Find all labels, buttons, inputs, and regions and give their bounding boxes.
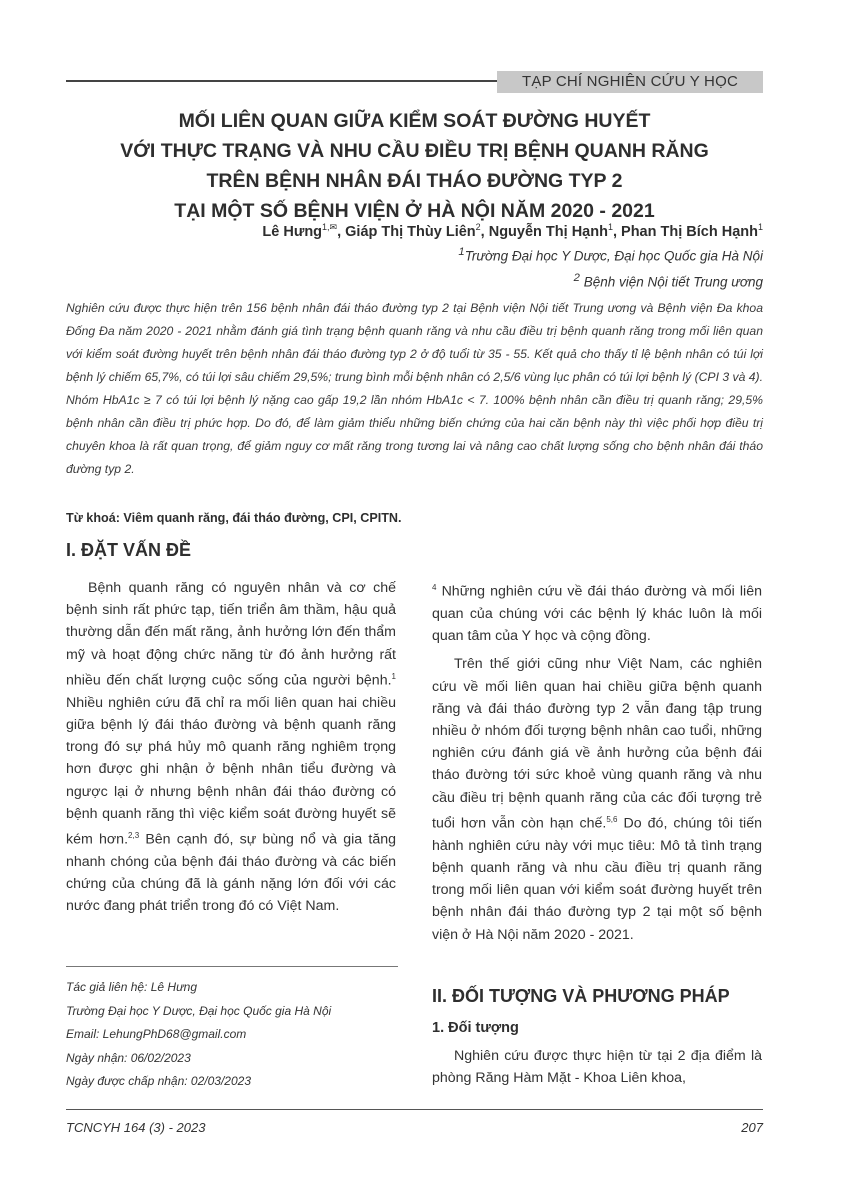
footer-citation: TCNCYH 164 (3) - 2023 — [66, 1120, 206, 1135]
text-run: Trên thế giới cũng như Việt Nam, các nghiên cứu về mối liên quan hai chiều giữa bệnh quanh răng và đái tháo đường typ 2 vẫn đang tập trung nhiều ở nhóm đối tượng bệnh nhân cao tuổi, những nghiên cứu đánh giá về ảnh hưởng của bệnh đái tháo đường tới sức khoẻ vùng quanh răng và nhu cầu điều trị bệnh quanh răng của các đối tượng trẻ tuổi hơn vẫn còn hạn chế. — [432, 656, 762, 832]
title-line: TRÊN BỆNH NHÂN ĐÁI THÁO ĐƯỜNG TYP 2 — [206, 170, 623, 192]
author-name: , Giáp Thị Thùy Liên — [337, 223, 476, 240]
page-number: 207 — [741, 1120, 763, 1135]
author-name: , Phan Thị Bích Hạnh — [612, 223, 758, 240]
affiliation-1 — [458, 246, 763, 264]
affiliation-text: Trường Đại học Y Dược, Đại học Quốc gia Hà Nội — [464, 248, 763, 264]
title-line: MỐI LIÊN QUAN GIỮA KIỂM SOÁT ĐƯỜNG HUYẾT — [178, 110, 651, 132]
title-line: VỚI THỰC TRẠNG VÀ NHU CẦU ĐIỀU TRỊ BỆNH QUANH RĂNG — [120, 140, 709, 162]
citation-ref: 4 — [432, 583, 437, 592]
author-sup: 1 — [607, 222, 613, 232]
body-column-left — [66, 577, 396, 918]
paragraph-continued — [432, 577, 762, 647]
body-column-right-bottom — [432, 1045, 762, 1089]
text-run: Những nghiên cứu về đái tháo đường và mối liên quan của chúng với các bệnh lý khác luôn là mối quan tâm của Y học và cộng đồng. — [432, 583, 762, 645]
author-name: Lê Hưng — [262, 223, 323, 240]
subsection-heading: 1. Đối tượng — [432, 1020, 519, 1036]
abstract: Nghiên cứu được thực hiện trên 156 bệnh nhân đái tháo đường typ 2 tại Bệnh viện Nội tiết Trung ương và Bệnh viện Đa khoa Đống Đa năm 2020 - 2021 nhằm đánh giá tình trạng bệnh quanh răng và nhu cầu điều trị bệnh quanh răng trong mối liên quan với kiểm soát đường huyết trên bệnh nhân đái tháo đường typ 2 ở độ tuổi từ 35 - 55. Kết quả cho thấy tỉ lệ bệnh nhân có túi lợi bệnh lý chiếm 65,7%, có túi lợi sâu chiếm 29,5%; trung bình mỗi bệnh nhân có 2,5/6 vùng lục phân có túi lợi bệnh lý (CPI 3 và 4). Nhóm HbA1c ≥ 7 có túi lợi bệnh lý nặng cao gấp 19,2 lần nhóm HbA1c < 7. 100% bệnh nhân cần điều trị quanh răng; 29,5% bệnh nhân cần điều trị phức hợp. Do đó, để làm giảm thiểu những biến chứng của hai căn bệnh này thì việc phối hợp điều trị chuyên khoa là rất quan trọng, để giảm nguy cơ mất răng trong tương lai và nâng cao chất lượng sống cho bệnh nhân đái tháo đường typ 2. — [66, 301, 763, 476]
text-run: Bệnh quanh răng có nguyên nhân và cơ chế bệnh sinh rất phức tạp, tiến triển âm thầm, hậu quả thường dẫn đến mất răng, ảnh hưởng lớn đến thẩm mỹ và hoạt động chức năng từ đó ảnh hưởng rất nhiều đến chất lượng cuộc sống của người bệnh. — [66, 580, 396, 689]
citation-ref: 1 — [391, 671, 396, 681]
footnote-institution: Trường Đại học Y Dược, Đại học Quốc gia Hà Nội — [66, 1003, 332, 1018]
footer-rule — [66, 1109, 763, 1110]
body-column-right — [432, 577, 762, 946]
author-name: , Nguyễn Thị Hạnh — [480, 223, 608, 240]
footnotes — [66, 976, 331, 1094]
keywords: Từ khoá: Viêm quanh răng, đái tháo đường, CPI, CPITN. — [66, 511, 402, 525]
author-sup: 1,✉ — [322, 222, 338, 232]
section-heading: I. ĐẶT VẤN ĐỀ — [66, 540, 192, 560]
affiliation-2 — [574, 272, 763, 290]
footnote-accepted: Ngày được chấp nhận: 02/03/2023 — [66, 1074, 251, 1088]
author-sup: 2 — [475, 222, 481, 232]
affiliation-text: Bệnh viện Nội tiết Trung ương — [579, 274, 763, 290]
footnote-received: Ngày nhận: 06/02/2023 — [66, 1050, 191, 1065]
author-sup: 1 — [757, 222, 763, 232]
footnote-email: Email: LehungPhD68@gmail.com — [66, 1027, 247, 1041]
text-run: Do đó, chúng tôi tiến hành nghiên cứu này với mục tiêu: Mô tả tình trạng bệnh quanh răng và nhu cầu điều trị quanh răng trong mối liên quan với kiểm soát đường huyết trên bệnh nhân đái tháo đường typ 2 tại một số bệnh viện ở Hà Nội năm 2020 - 2021. — [432, 815, 762, 943]
paragraph: Nghiên cứu được thực hiện từ tại 2 địa điểm là phòng Răng Hàm Mặt - Khoa Liên khoa, — [432, 1048, 762, 1087]
title-line: TẠI MỘT SỐ BỆNH VIỆN Ở HÀ NỘI NĂM 2020 - 2021 — [174, 200, 655, 222]
author-list — [262, 222, 763, 240]
affiliation-sup: 1 — [458, 246, 465, 258]
affiliation-sup: 2 — [573, 272, 580, 284]
footnote-rule — [66, 966, 398, 967]
text-run: Bên cạnh đó, sự bùng nổ và gia tăng nhanh chóng của bệnh đái tháo đường và các biến chứng của chúng đã là gánh nặng lớn đối với các nước đang phát triển trong đó có Việt Nam. — [66, 831, 396, 915]
journal-name: TẠP CHÍ NGHIÊN CỨU Y HỌC — [497, 71, 763, 93]
paragraph — [66, 577, 396, 918]
citation-ref: 5,6 — [606, 814, 618, 824]
footnote-contact: Tác giả liên hệ: Lê Hưng — [66, 980, 198, 994]
article-title — [66, 106, 763, 226]
paragraph — [432, 653, 762, 945]
section-heading: II. ĐỐI TƯỢNG VÀ PHƯƠNG PHÁP — [432, 986, 730, 1006]
text-run: Nhiều nghiên cứu đã chỉ ra mối liên quan hai chiều giữa bệnh lý đái tháo đường và bệnh quanh răng trong đó sự phá hủy mô quanh răng nghiêm trọng hơn được ghi nhận ở bệnh nhân tiểu đường và ngược lại ở nhưng bệnh nhân đái tháo đường có bệnh quanh răng thì việc kiểm soát đường huyết sẽ kém hơn. — [66, 694, 396, 848]
citation-ref: 2,3 — [128, 830, 140, 840]
